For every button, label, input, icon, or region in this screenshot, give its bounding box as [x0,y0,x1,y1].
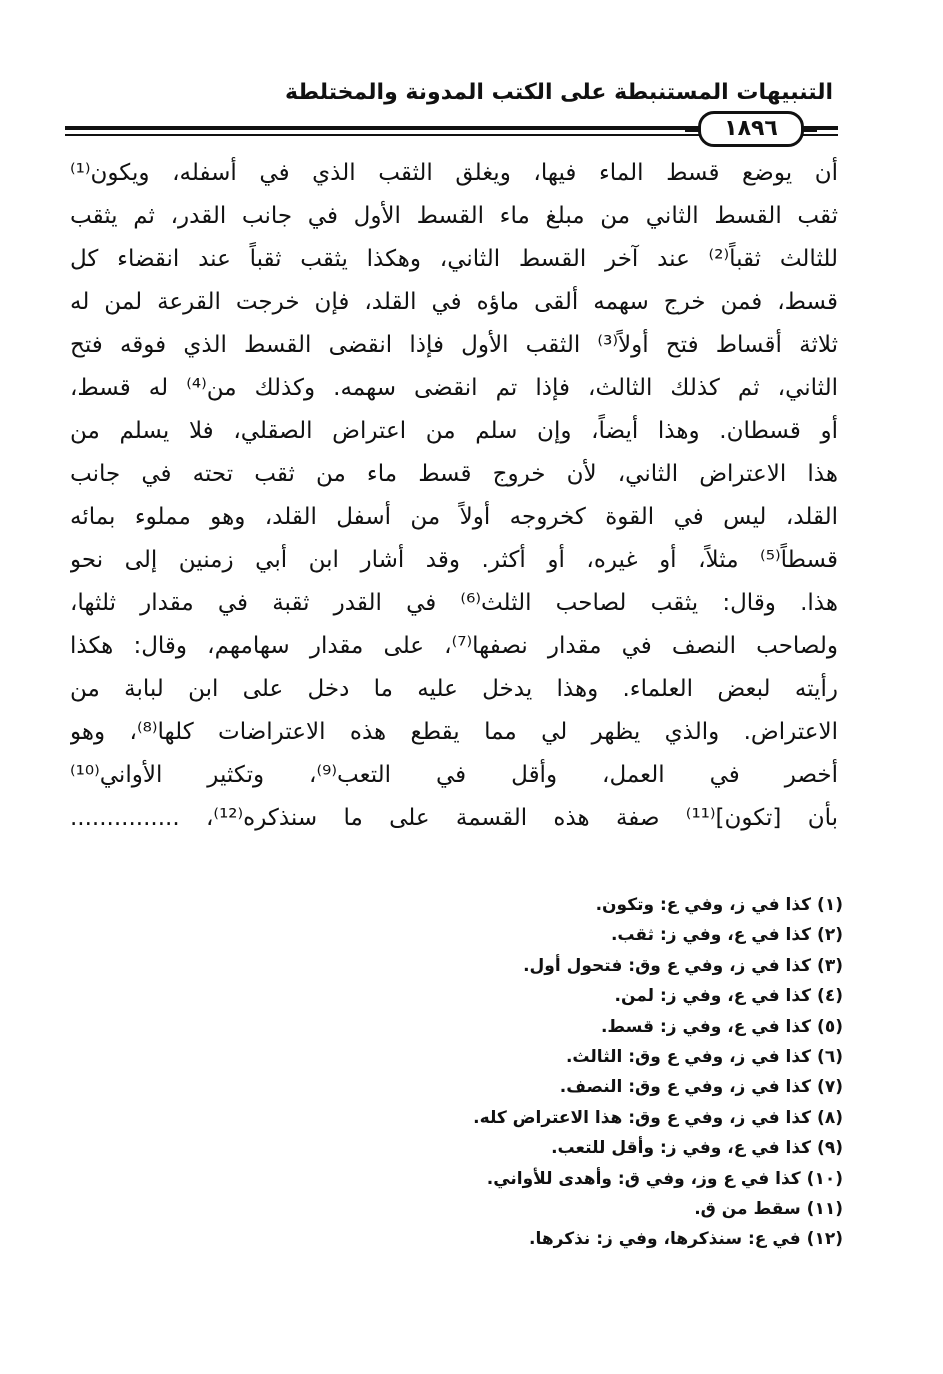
footnote-number: (١١) [806,1198,843,1219]
footnote [283,1042,843,1072]
text-line: هذا الاعتراض الثاني، لأن خروج قسط ماء من ثقب تحته في جانب [70,461,838,487]
running-title: التنبيهات المستنبطة على الكتب المدونة والمختلطة [284,80,833,105]
footnote [283,920,843,950]
footnotes [283,890,843,1255]
footnote-text: كذا في ع، وفي ز: ثقب. [610,925,812,946]
footnote [283,1164,843,1194]
footnote-number: (٨) [817,1107,843,1128]
text-line: قسط، فمن خرج سهمه ألقى ماؤه في القلد، فإن خرجت القرعة لمن له [70,289,838,315]
text-line: الثاني، ثم كذلك الثالث، فإذا تم انقضى سهمه. وكذلك من⁽⁴⁾ له قسط، [70,375,838,401]
text-line: القلد، ليس في القوة كخروجه أولاً من أسفل القلد، وهو مملوء بمائه [70,504,838,530]
footnote [283,951,843,981]
footnote-number: (٦) [817,1046,843,1067]
text-line: ثقب القسط الثاني من مبلغ ماء القسط الأول في جانب القدر، ثم يثقب [70,203,838,229]
text-line: ولصاحب النصف في مقدار نصفها⁽⁷⁾، على مقدار سهامهم، وقال: هكذا [70,633,838,659]
text-line: بأن [تكون]⁽¹¹⁾ صفة هذه القسمة على ما سنذكره⁽¹²⁾، ............... [70,805,838,831]
footnote-text: كذا في ز، وفي ع وق: النصف. [559,1077,812,1098]
page-number-badge [698,111,804,147]
footnote-number: (١٢) [806,1229,843,1250]
footnote [283,1103,843,1133]
text-line: للثالث ثقباً⁽²⁾ عند آخر القسط الثاني، وهكذا يثقب ثقباً عند انقضاء كل [70,246,838,272]
footnote-text: كذا في ع، وفي ز: وأقل للتعب. [551,1138,812,1159]
footnote-number: (١) [817,895,843,915]
footnote-text: كذا في ع، وفي ز: قسط. [600,1016,812,1037]
page-number: ١٨٩٦ [724,116,778,141]
text-line: ثلاثة أقساط فتح أولاً⁽³⁾ الثقب الأول فإذا انقضى القسط الذي فوقه فتح [70,332,838,358]
footnote [283,1012,843,1042]
badge-right-cap [803,126,817,132]
footnote-text: كذا في ز، وفي ع وق: فتحول أول. [523,955,812,976]
text-line: قسطاً⁽⁵⁾ مثلاً، أو غيره، أو أكثر. وقد أشار ابن أبي زمنين إلى نحو [70,547,838,573]
text-line: أو قسطان. وهذا أيضاً، وإن سلم من اعتراض الصقلي، فلا يسلم من [70,418,838,444]
footnote-text: كذا في ز، وفي ع وق: الثالث. [565,1046,812,1067]
footnote [283,981,843,1011]
footnote-number: (١٠) [806,1168,843,1189]
footnote-number: (٥) [817,1016,843,1037]
main-text [70,152,838,840]
footnote [283,1224,843,1254]
badge-left-cap [685,126,699,132]
text-line: أن يوضع قسط الماء فيها، ويغلق الثقب الذي في أسفله، ويكون⁽¹⁾ [70,160,838,186]
footnote-text: كذا في ع وز، وفي ق: وأهدى للأواني. [486,1168,801,1189]
footnote-number: (٣) [817,955,843,976]
footnote-number: (٤) [817,986,843,1007]
footnote-text: كذا في ع، وفي ز: لمن. [614,986,812,1007]
text-line: رأيته لبعض العلماء. وهذا يدخل عليه ما دخل على ابن لبابة من [70,676,838,702]
footnote-number: (٧) [817,1077,843,1098]
footnote-text: في ع: سنذكرها، وفي ز: نذكرها. [528,1229,801,1250]
footnote-text: كذا في ز، وفي ع: وتكون. [595,895,812,915]
footnote-number: (٢) [817,925,843,946]
footnote-text: كذا في ز، وفي ع وق: هذا الاعتراض كله. [473,1107,812,1128]
footnote [283,1194,843,1224]
text-line: هذا. وقال: يثقب لصاحب الثلث⁽⁶⁾ في القدر ثقبة في مقدار ثلثها، [70,590,838,616]
footnote [283,1133,843,1163]
text-line: الاعتراض. والذي يظهر لي مما يقطع هذه الاعتراضات كلها⁽⁸⁾، وهو [70,719,838,745]
footnote-number: (٩) [817,1138,843,1159]
text-line: أخصر في العمل، وأقل في التعب⁽⁹⁾، وتكثير الأواني⁽¹⁰⁾ [70,762,838,788]
footnote [283,890,843,920]
footnote [283,1072,843,1102]
footnote-text: سقط من ق. [694,1198,801,1219]
